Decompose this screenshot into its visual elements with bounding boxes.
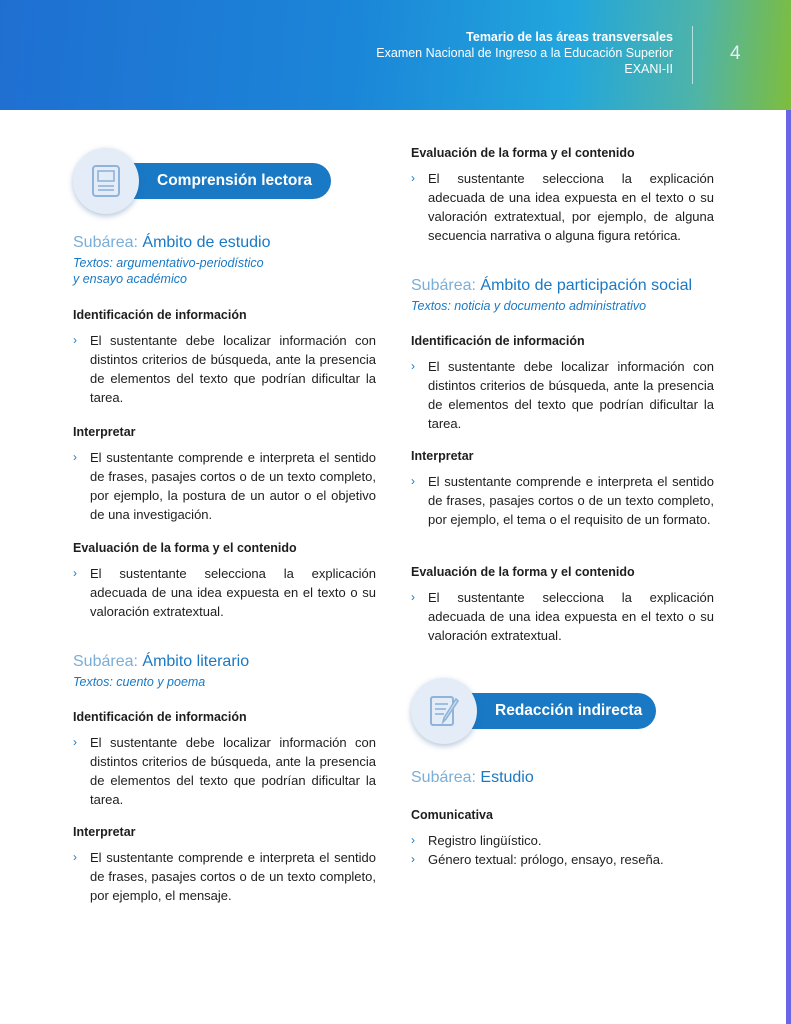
header-divider — [692, 26, 693, 84]
section-evaluacion — [73, 540, 376, 621]
section-interpretar — [73, 824, 376, 905]
writing-icon — [411, 678, 477, 744]
section-identificacion — [73, 307, 376, 407]
chevron-right-icon: › — [411, 359, 415, 373]
list-item: › El sustentante selecciona la explicación adecuada de una idea expuesta en el texto o su valoración extratextual, por ejemplo, de alguna secuencia narrativa o alguna figura retórica. — [411, 171, 714, 243]
subarea-estudio — [411, 768, 716, 788]
section-title: Evaluación de la forma y el contenido — [411, 565, 635, 579]
subarea-heading — [411, 768, 716, 788]
subarea-heading — [411, 276, 716, 296]
chevron-right-icon: › — [411, 171, 415, 185]
subarea-ambito-literario — [73, 652, 378, 690]
chevron-right-icon: › — [73, 566, 77, 580]
chevron-right-icon: › — [73, 850, 77, 864]
header-subtitle: Examen Nacional de Ingreso a la Educación Superior — [376, 46, 673, 60]
subarea-ambito-estudio — [73, 233, 378, 287]
subarea-heading — [73, 233, 378, 253]
subarea-participacion-social — [411, 276, 716, 314]
section-title: Evaluación de la forma y el contenido — [73, 541, 297, 555]
book-icon — [73, 148, 139, 214]
subarea-name: Estudio — [480, 769, 534, 786]
subarea-texts-cont: y ensayo académico — [73, 272, 187, 286]
list-item: › El sustentante comprende e interpreta el sentido de frases, pasajes cortos o de un texto completo, por ejemplo, el mensaje. — [73, 850, 376, 903]
subarea-texts: Textos: noticia y documento administrativo — [411, 299, 647, 313]
badge-label: Redacción indirecta — [441, 693, 656, 729]
chevron-right-icon: › — [73, 333, 77, 347]
list-item: › El sustentante comprende e interpreta el sentido de frases, pasajes cortos o de un texto completo, por ejemplo, el tema o el requisito de un formato. — [411, 474, 714, 527]
list-item: › El sustentante selecciona la explicación adecuada de una idea expuesta en el texto o su valoración extratextual. — [411, 590, 714, 643]
page-header — [0, 0, 791, 110]
list-item: › El sustentante comprende e interpreta el sentido de frases, pasajes cortos o de un texto completo, por ejemplo, la postura de un autor o el objetivo de una investigación. — [73, 450, 376, 522]
section-identificacion — [73, 709, 376, 809]
subarea-name: Ámbito literario — [142, 653, 250, 670]
header-exam: EXANI-II — [624, 62, 673, 76]
list-item: › El sustentante debe localizar información con distintos criterios de búsqueda, ante la presencia de elementos del texto que podrían dificultar la tarea. — [411, 359, 714, 431]
section-title: Identificación de información — [411, 334, 585, 348]
subarea-label: Subárea: — [73, 234, 138, 251]
subarea-texts: Textos: argumentativo-periodístico — [73, 256, 264, 270]
subarea-name: Ámbito de estudio — [142, 234, 271, 251]
header-title: Temario de las áreas transversales — [466, 30, 673, 44]
section-comunicativa — [411, 807, 714, 869]
chevron-right-icon: › — [73, 735, 77, 749]
section-evaluacion-cont — [411, 145, 714, 245]
list-item: › El sustentante debe localizar información con distintos criterios de búsqueda, ante la presencia de elementos del texto que podrían dificultar la tarea. — [73, 735, 376, 807]
section-title: Interpretar — [411, 449, 474, 463]
section-title: Identificación de información — [73, 308, 247, 322]
subarea-texts: Textos: cuento y poema — [73, 675, 206, 689]
section-title: Evaluación de la forma y el contenido — [411, 146, 635, 160]
chevron-right-icon: › — [411, 590, 415, 604]
page-number: 4 — [730, 43, 741, 64]
list-item: › Registro lingüístico. — [411, 833, 542, 848]
subarea-name: Ámbito de participación social — [480, 277, 693, 294]
chevron-right-icon: › — [411, 833, 415, 847]
section-title: Interpretar — [73, 825, 136, 839]
right-edge-bar — [786, 110, 791, 1024]
section-title: Identificación de información — [73, 710, 247, 724]
section-title: Comunicativa — [411, 808, 493, 822]
chevron-right-icon: › — [411, 474, 415, 488]
section-interpretar — [73, 424, 376, 524]
subarea-label: Subárea: — [411, 277, 476, 294]
section-title: Interpretar — [73, 425, 136, 439]
chevron-right-icon: › — [411, 852, 415, 866]
section-interpretar — [411, 448, 714, 529]
subarea-heading — [73, 652, 378, 672]
section-evaluacion — [411, 564, 714, 645]
header-text — [376, 29, 673, 77]
subarea-label: Subárea: — [411, 769, 476, 786]
badge-label: Comprensión lectora — [103, 163, 331, 199]
list-item: › Género textual: prólogo, ensayo, reseña. — [411, 852, 664, 867]
chevron-right-icon: › — [73, 450, 77, 464]
subarea-label: Subárea: — [73, 653, 138, 670]
section-identificacion — [411, 333, 714, 433]
list-item: › El sustentante selecciona la explicación adecuada de una idea expuesta en el texto o su valoración extratextual. — [73, 566, 376, 619]
list-item: › El sustentante debe localizar información con distintos criterios de búsqueda, ante la presencia de elementos del texto que podrían dificultar la tarea. — [73, 333, 376, 405]
